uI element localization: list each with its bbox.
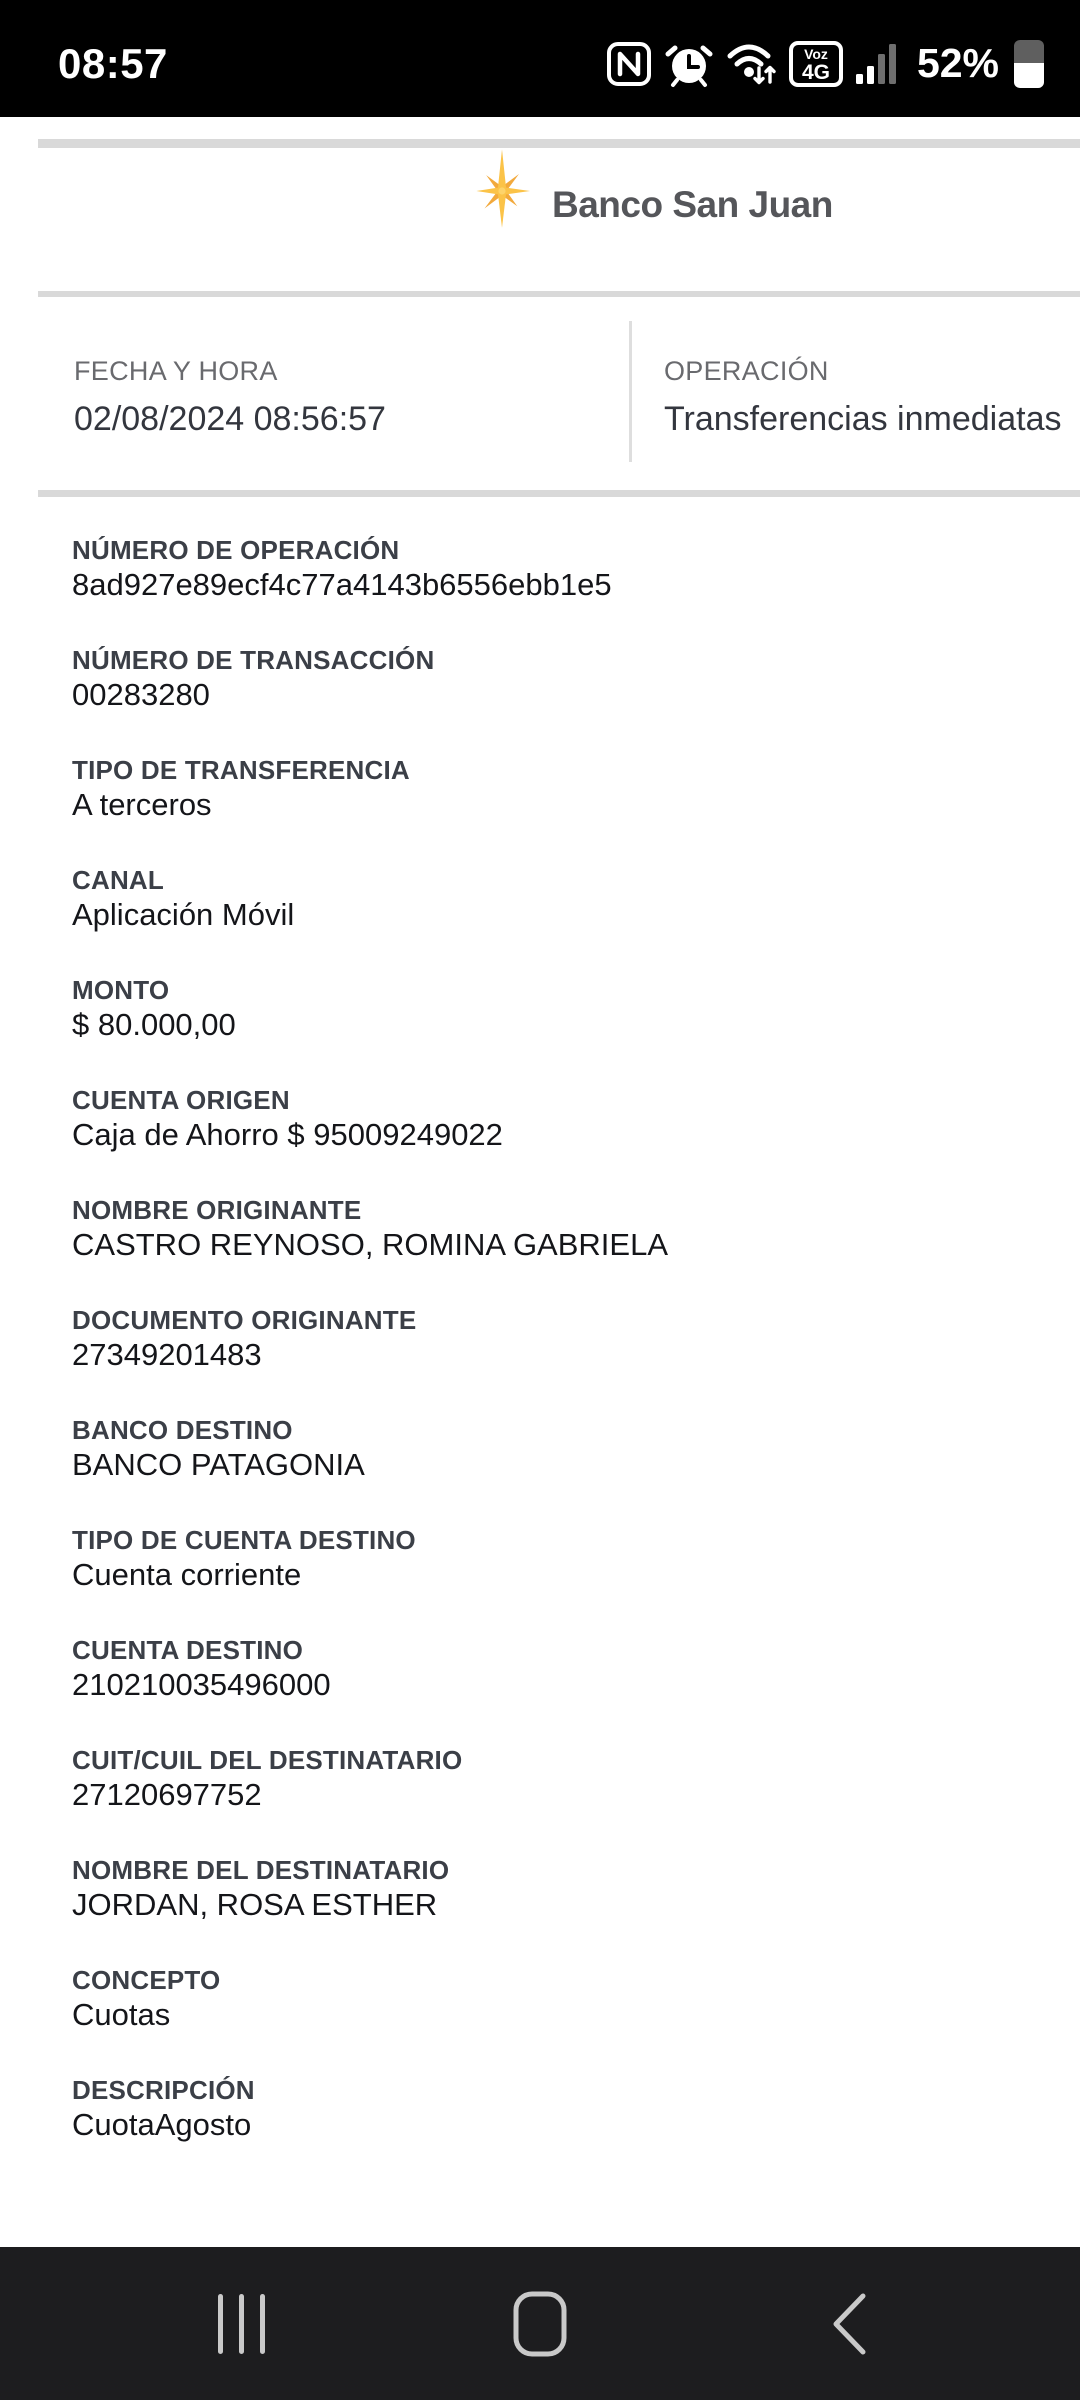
field-concept <box>72 1965 1032 2033</box>
header-operation-block <box>664 356 1080 439</box>
battery-fill <box>1014 63 1044 88</box>
field-label: BANCO DESTINO <box>72 1415 293 1445</box>
field-value: $ 80.000,00 <box>72 1007 236 1042</box>
recents-button[interactable] <box>182 2247 302 2400</box>
field-description <box>72 2075 1032 2143</box>
nfc-icon <box>606 41 652 87</box>
field-origin-account <box>72 1085 1032 1153</box>
home-button[interactable] <box>480 2247 600 2400</box>
field-value: Caja de Ahorro $ 95009249022 <box>72 1117 503 1152</box>
status-bar <box>0 0 1080 117</box>
field-value: Cuenta corriente <box>72 1557 302 1592</box>
field-label: DOCUMENTO ORIGINANTE <box>72 1305 417 1335</box>
4g-label: 4G <box>801 60 830 84</box>
header-vertical-divider <box>629 321 632 462</box>
field-originator-name <box>72 1195 1032 1263</box>
field-label: CANAL <box>72 865 164 895</box>
field-label: TIPO DE TRANSFERENCIA <box>72 755 410 785</box>
battery-percent-text: 52% <box>916 40 999 86</box>
field-label: NÚMERO DE OPERACIÓN <box>72 535 400 565</box>
bank-name: Banco San Juan <box>552 184 833 225</box>
field-value: 27120697752 <box>72 1777 262 1812</box>
field-label: NÚMERO DE TRANSACCIÓN <box>72 645 435 675</box>
divider-above-header <box>38 291 1080 297</box>
android-navigation-bar <box>0 2247 1080 2400</box>
field-label: CUENTA ORIGEN <box>72 1085 290 1115</box>
voz-label: Voz <box>804 45 828 62</box>
field-destination-bank <box>72 1415 1032 1483</box>
field-label: NOMBRE DEL DESTINATARIO <box>72 1855 450 1885</box>
divider-below-header <box>38 490 1080 497</box>
field-value: A terceros <box>72 787 212 822</box>
back-button[interactable] <box>789 2247 909 2400</box>
field-transfer-type <box>72 755 1032 823</box>
operation-value: Transferencias inmediatas <box>664 400 1062 438</box>
recents-icon <box>216 2293 268 2355</box>
alarm-icon <box>665 40 713 88</box>
field-value: Aplicación Móvil <box>72 897 295 932</box>
battery-icon <box>1014 40 1044 88</box>
field-label: NOMBRE ORIGINANTE <box>72 1195 362 1225</box>
field-label: CONCEPTO <box>72 1965 221 1995</box>
field-value: 27349201483 <box>72 1337 262 1372</box>
field-transaction-number <box>72 645 1032 713</box>
field-value: Cuotas <box>72 1997 171 2032</box>
field-label: MONTO <box>72 975 170 1005</box>
home-icon <box>513 2291 567 2357</box>
field-value: 8ad927e89ecf4c77a4143b6556ebb1e5 <box>72 567 612 602</box>
field-destination-account <box>72 1635 1032 1703</box>
date-label: FECHA Y HORA <box>74 356 278 386</box>
field-recipient-name <box>72 1855 1032 1923</box>
header-date-block <box>74 356 386 439</box>
field-label: CUENTA DESTINO <box>72 1635 304 1665</box>
field-label: CUIT/CUIL DEL DESTINATARIO <box>72 1745 463 1775</box>
status-time: 08:57 <box>58 39 168 87</box>
field-value: JORDAN, ROSA ESTHER <box>72 1887 438 1922</box>
field-value: 00283280 <box>72 677 210 712</box>
field-label: DESCRIPCIÓN <box>72 2075 255 2105</box>
field-value: CASTRO REYNOSO, ROMINA GABRIELA <box>72 1227 669 1262</box>
signal-strength-icon <box>856 40 900 88</box>
field-value: CuotaAgosto <box>72 2107 252 2142</box>
bank-logo <box>462 140 833 242</box>
field-label: TIPO DE CUENTA DESTINO <box>72 1525 416 1555</box>
star-logo-icon <box>462 140 542 242</box>
back-chevron-icon <box>830 2293 868 2355</box>
date-value: 02/08/2024 08:56:57 <box>74 400 386 438</box>
field-originator-document <box>72 1305 1032 1373</box>
field-amount <box>72 975 1032 1043</box>
field-destination-account-type <box>72 1525 1032 1593</box>
field-value: BANCO PATAGONIA <box>72 1447 365 1482</box>
field-channel <box>72 865 1032 933</box>
wifi-transfer-icon <box>726 40 776 88</box>
field-operation-number <box>72 535 1032 603</box>
receipt-fields <box>72 535 1032 2185</box>
operation-label: OPERACIÓN <box>664 356 829 386</box>
field-recipient-cuit <box>72 1745 1032 1813</box>
voz-4g-badge <box>789 40 843 88</box>
field-value: 210210035496000 <box>72 1667 331 1702</box>
status-icons <box>606 40 1044 88</box>
